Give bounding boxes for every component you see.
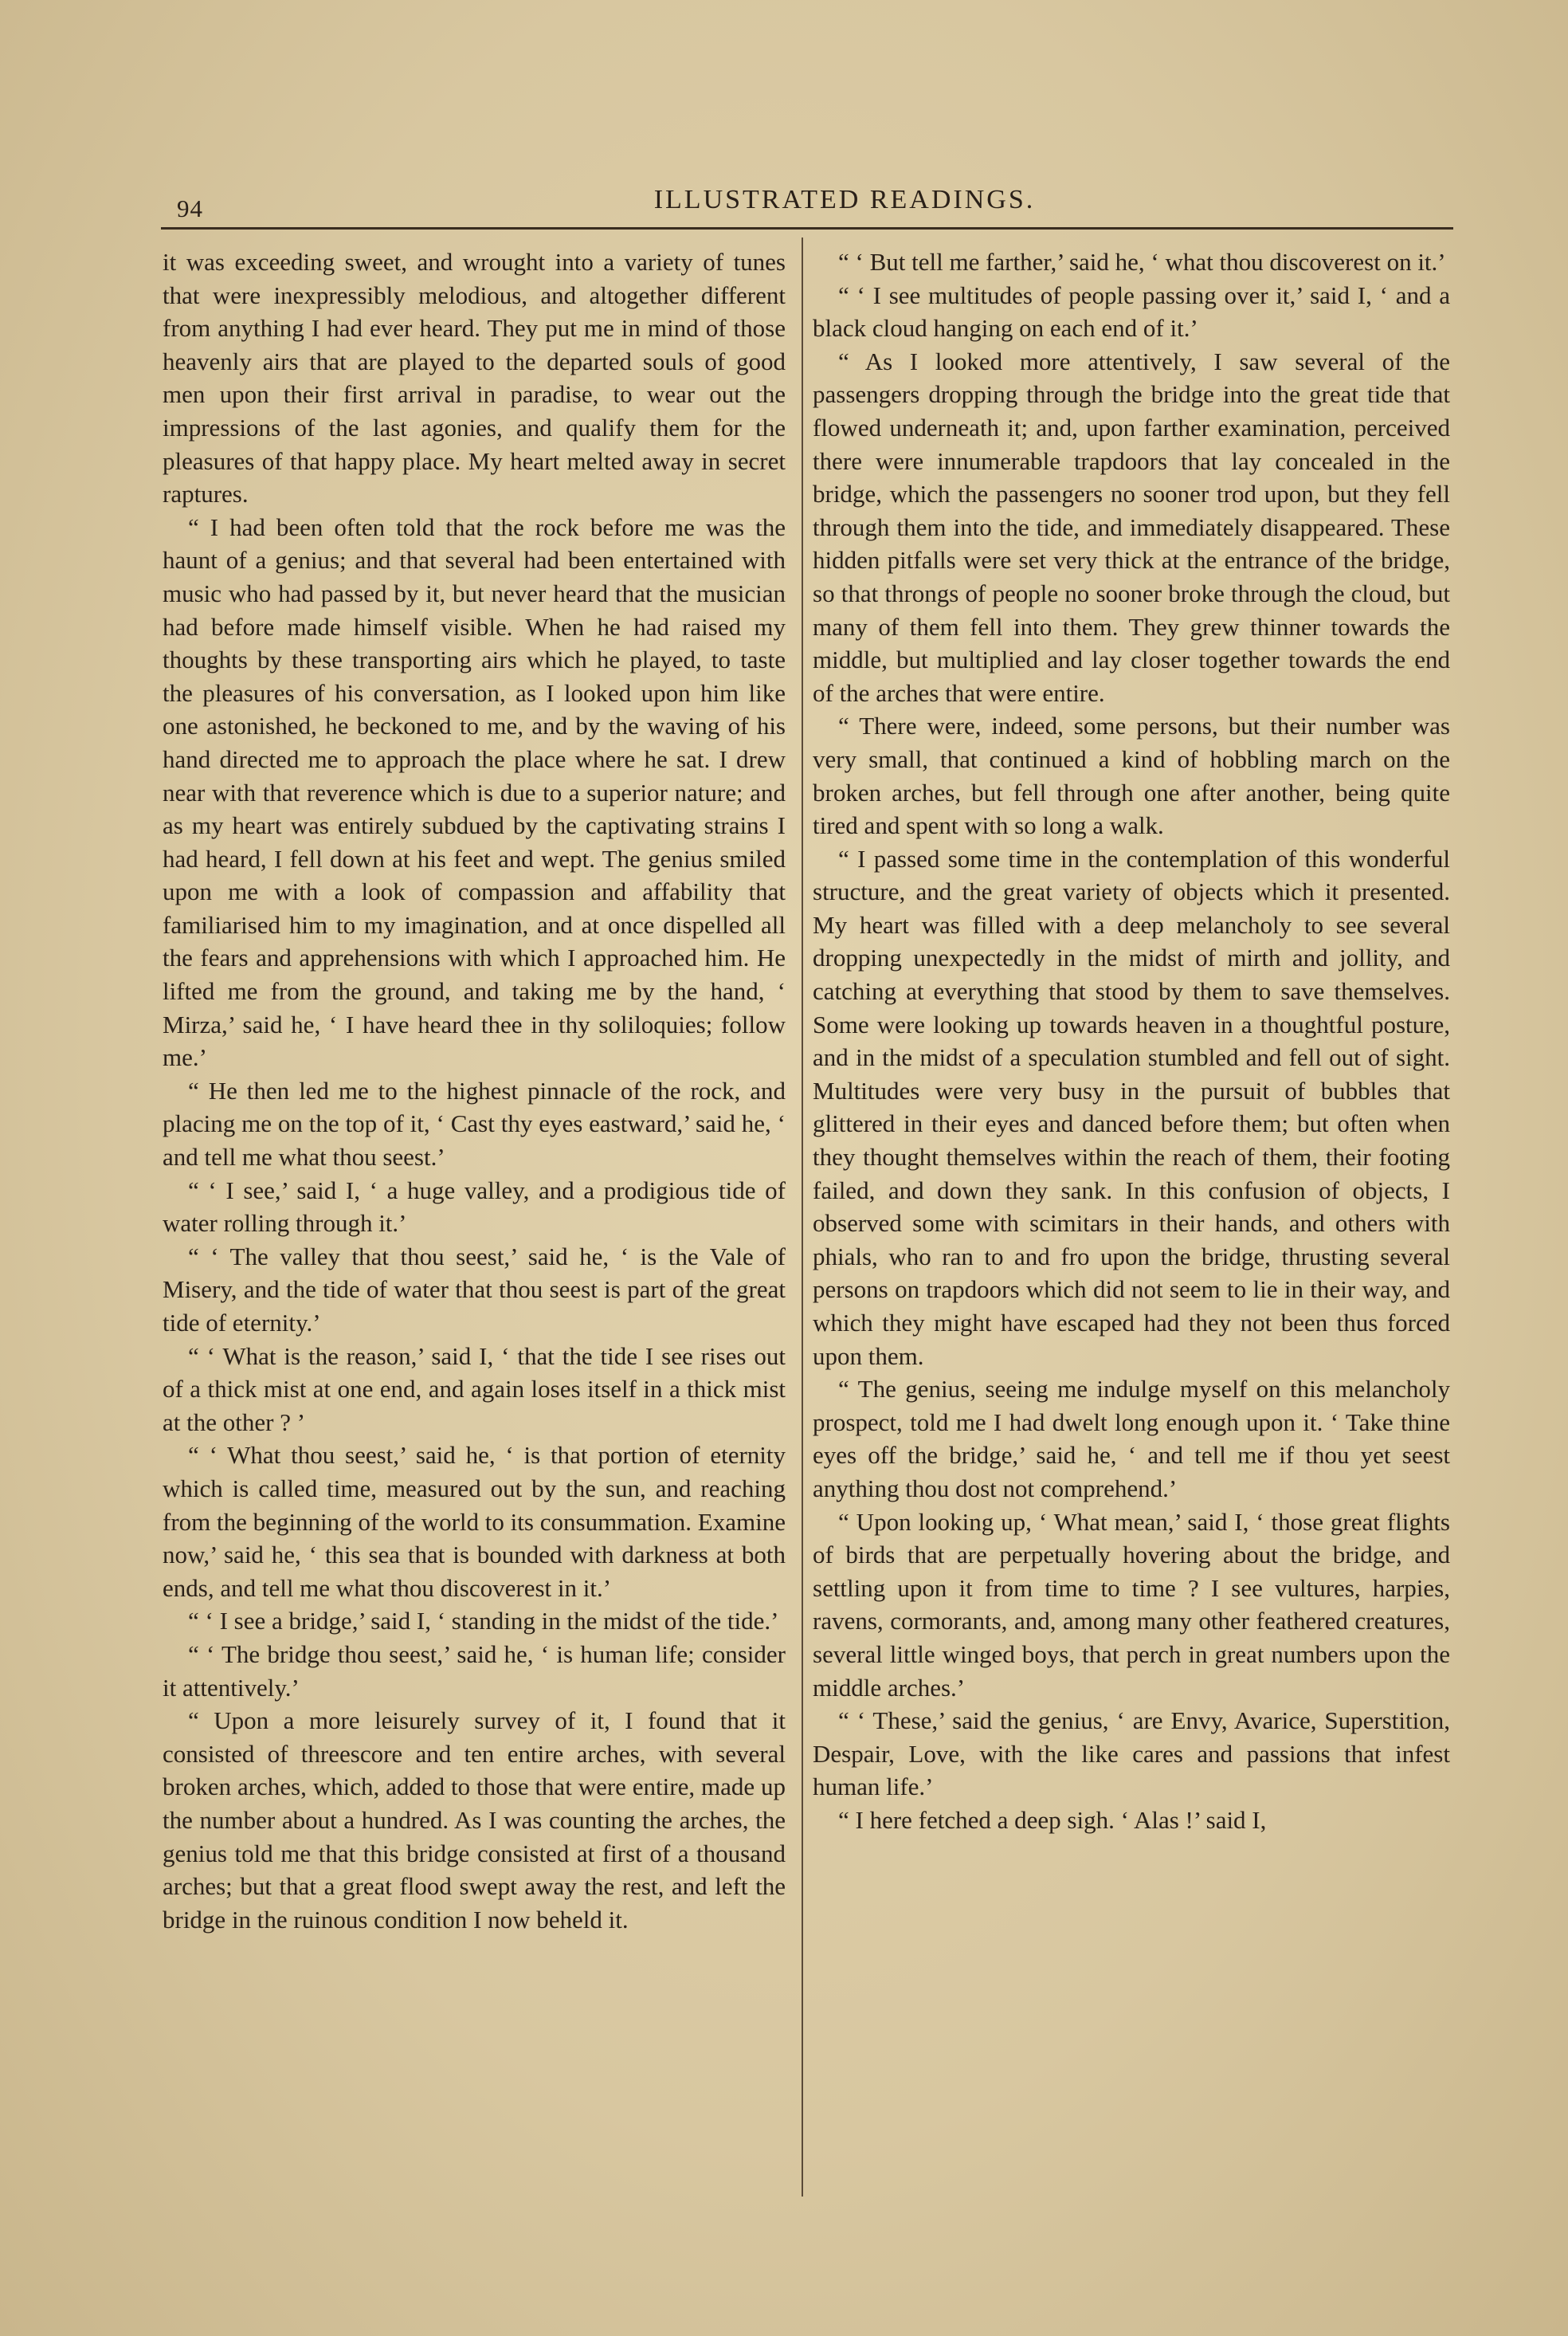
column-divider — [802, 238, 803, 2197]
paragraph: “ As I looked more attentively, I saw several of the passengers dropping through the bridge into the great tide that flowed underneath it; and, upon farther examination, perceived there were innumerable trapdoors that lay concealed in the bridge, which the passengers no sooner trod upon, but they fell through them into the tide, and immediately disappeared. These hidden pitfalls were set very thick at the entrance of the bridge, so that throngs of people no sooner broke through the cloud, but many of them fell into them. They grew thinner towards the middle, but multiplied and lay closer together towards the end of the arches that were entire. — [813, 347, 1450, 707]
paragraph: “ ‘ What is the reason,’ said I, ‘ that the tide I see rises out of a thick mist at one end, and again loses itself in a thick mist at the other ? ’ — [163, 1341, 786, 1436]
paragraph: “ The genius, seeing me indulge myself on this melancholy prospect, told me I had dwelt long enough upon it. ‘ Take thine eyes off the bridge,’ said he, ‘ and tell me if thou yet seest anything thou dost not comprehend.’ — [813, 1375, 1450, 1502]
paragraph: “ He then led me to the highest pinnacle of the rock, and placing me on the top of it, ‘ Cast thy eyes eastward,’ said he, ‘ and tell me what thou seest.’ — [163, 1076, 786, 1172]
paragraph: it was exceeding sweet, and wrought into a variety of tunes that were inexpressibly melodious, and altogether different from anything I had ever heard. They put me in mind of those heavenly airs that are played to the departed souls of good men upon their first arrival in paradise, to wear out the impressions of the last agonies, and qualify them for the pleasures of that happy place. My heart melted away in secret raptures. — [163, 248, 786, 508]
page-number: 94 — [177, 194, 203, 222]
paragraph: “ ‘ I see a bridge,’ said I, ‘ standing in the midst of the tide.’ — [188, 1607, 779, 1635]
header-rule — [161, 227, 1453, 230]
paragraph: “ ‘ These,’ said the genius, ‘ are Envy, Avarice, Superstition, Despair, Love, with the like cares and passions that infest human life.’ — [813, 1706, 1450, 1801]
paragraph: “ ‘ But tell me farther,’ said he, ‘ what thou discoverest on it.’ — [838, 248, 1446, 276]
paragraph: “ I passed some time in the contemplation of this wonderful structure, and the great variety of objects which it presented. My heart was filled with a deep melancholy to see several dropping unexpectedly in the midst of mirth and jollity, and catching at everything that stood by them to save themselves. Some were looking up towards heaven in a thoughtful posture, and in the midst of a speculation stumbled and fell out of sight. Multitudes were very busy in the pursuit of bubbles that glittered in their eyes and danced before them; but often when they thought themselves within the reach of them, their footing failed, and down they sank. In this confusion of objects, I observed some with scimitars in their hands, and others with phials, who ran to and fro upon the bridge, thrusting several persons on trapdoors which did not seem to lie in their way, and which they might have escaped had they not been thus forced upon them. — [813, 844, 1450, 1370]
running-title: ILLUSTRATED READINGS. — [653, 185, 1036, 214]
paragraph: “ ‘ I see multitudes of people passing over it,’ said I, ‘ and a black cloud hanging on each end of it.’ — [813, 281, 1450, 343]
paragraph: “ ‘ The bridge thou seest,’ said he, ‘ is human life; consider it attentively.’ — [163, 1639, 786, 1702]
paragraph: “ There were, indeed, some persons, but their number was very small, that continued a kind of hobbling march on the broken arches, but fell through one after another, being quite tired and spent with so long a walk. — [813, 712, 1450, 840]
paragraph: “ ‘ The valley that thou seest,’ said he, ‘ is the Vale of Misery, and the tide of water that thou seest is part of the great tide of eternity.’ — [163, 1242, 786, 1337]
paragraph: “ Upon looking up, ‘ What mean,’ said I, ‘ those great flights of birds that are perpetually hovering about the bridge, and settling upon it from time to time ? I see vultures, harpies, ravens, cormorants, and, among many other feathered creatures, several little winged boys, that perch in great numbers upon the middle arches.’ — [813, 1507, 1450, 1702]
paragraph: “ ‘ What thou seest,’ said he, ‘ is that portion of eternity which is called time, measured out by the sun, and reaching from the beginning of the world to its consummation. Examine now,’ said he, ‘ this sea that is bounded with darkness at both ends, and tell me what thou discoverest in it.’ — [163, 1441, 786, 1602]
right-column — [813, 245, 1450, 1837]
paragraph: “ I here fetched a deep sigh. ‘ Alas !’ said I, — [838, 1805, 1267, 1834]
left-column — [163, 245, 786, 1936]
paragraph: “ I had been often told that the rock before me was the haunt of a genius; and that several had been entertained with music who had passed by it, but never heard that the musician had before made himself visible. When he had raised my thoughts by these transporting airs which he played, to taste the pleasures of his conversation, as I looked upon him like one astonished, he beckoned to me, and by the waving of his hand directed me to approach the place where he sat. I drew near with that reverence which is due to a superior nature; and as my heart was entirely subdued by the captivating strains I had heard, I fell down at his feet and wept. The genius smiled upon me with a look of compassion and affability that familiarised him to my imagination, and at once dispelled all the fears and apprehensions with which I approached him. He lifted me from the ground, and taking me by the hand, ‘ Mirza,’ said he, ‘ I have heard thee in thy soliloquies; follow me.’ — [163, 512, 786, 1072]
paragraph: “ Upon a more leisurely survey of it, I found that it consisted of threescore and ten entire arches, with several broken arches, which, added to those that were entire, made up the number about a hundred. As I was counting the arches, the genius told me that this bridge consisted at first of a thousand arches; but that a great flood swept away the rest, and left the bridge in the ruinous condition I now beheld it. — [163, 1706, 786, 1934]
paragraph: “ ‘ I see,’ said I, ‘ a huge valley, and a prodigious tide of water rolling through it.’ — [163, 1176, 786, 1238]
